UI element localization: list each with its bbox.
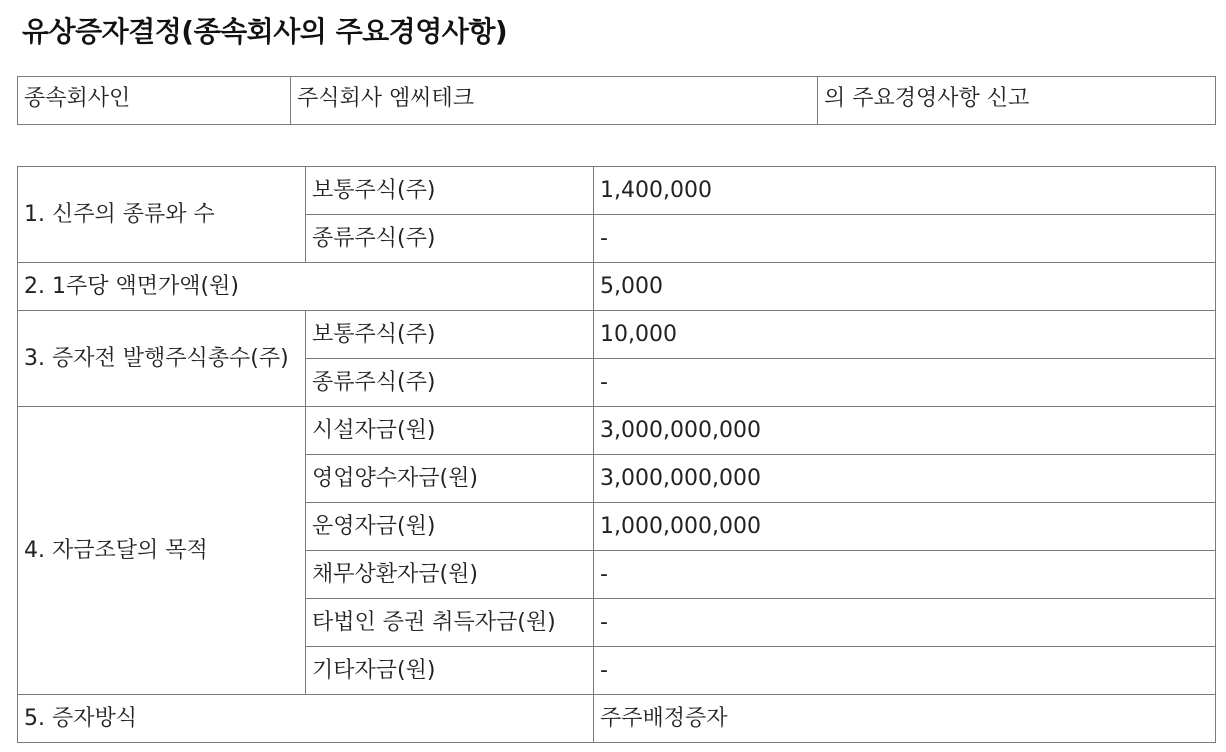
new-shares-common-value: 1,400,000 (594, 167, 1216, 215)
pre-issue-common-value: 10,000 (594, 311, 1216, 359)
par-value-value: 5,000 (594, 263, 1216, 311)
funding-item-label: 영업양수자금(원) (306, 455, 594, 503)
table-row (18, 263, 1216, 311)
issue-method-label: 5. 증자방식 (18, 695, 594, 743)
new-shares-preferred-label: 종류주식(주) (306, 215, 594, 263)
funding-item-value: - (594, 599, 1216, 647)
report-suffix: 의 주요경영사항 신고 (818, 77, 1216, 125)
new-shares-label: 1. 신주의 종류와 수 (18, 167, 306, 263)
funding-item-value: 3,000,000,000 (594, 455, 1216, 503)
funding-item-label: 기타자금(원) (306, 647, 594, 695)
funding-item-label: 시설자금(원) (306, 407, 594, 455)
table-row (18, 695, 1216, 743)
subsidiary-header-table (17, 76, 1216, 125)
table-row (18, 407, 1216, 455)
subsidiary-label: 종속회사인 (18, 77, 291, 125)
page-title: 유상증자결정(종속회사의 주요경영사항) (22, 15, 508, 48)
issue-method-value: 주주배정증자 (594, 695, 1216, 743)
pre-issue-preferred-value: - (594, 359, 1216, 407)
company-name: 주식회사 엠씨테크 (291, 77, 818, 125)
new-shares-preferred-value: - (594, 215, 1216, 263)
funding-item-label: 타법인 증권 취득자금(원) (306, 599, 594, 647)
funding-item-value: 1,000,000,000 (594, 503, 1216, 551)
rights-offering-table (17, 166, 1216, 743)
funding-purpose-label: 4. 자금조달의 목적 (18, 407, 306, 695)
subsidiary-header-row (18, 77, 1216, 125)
new-shares-common-label: 보통주식(주) (306, 167, 594, 215)
table-row (18, 167, 1216, 215)
pre-issue-common-label: 보통주식(주) (306, 311, 594, 359)
funding-item-value: 3,000,000,000 (594, 407, 1216, 455)
table-row (18, 311, 1216, 359)
pre-issue-shares-label: 3. 증자전 발행주식총수(주) (18, 311, 306, 407)
funding-item-value: - (594, 551, 1216, 599)
funding-item-label: 운영자금(원) (306, 503, 594, 551)
funding-item-value: - (594, 647, 1216, 695)
pre-issue-preferred-label: 종류주식(주) (306, 359, 594, 407)
funding-item-label: 채무상환자금(원) (306, 551, 594, 599)
par-value-label: 2. 1주당 액면가액(원) (18, 263, 594, 311)
